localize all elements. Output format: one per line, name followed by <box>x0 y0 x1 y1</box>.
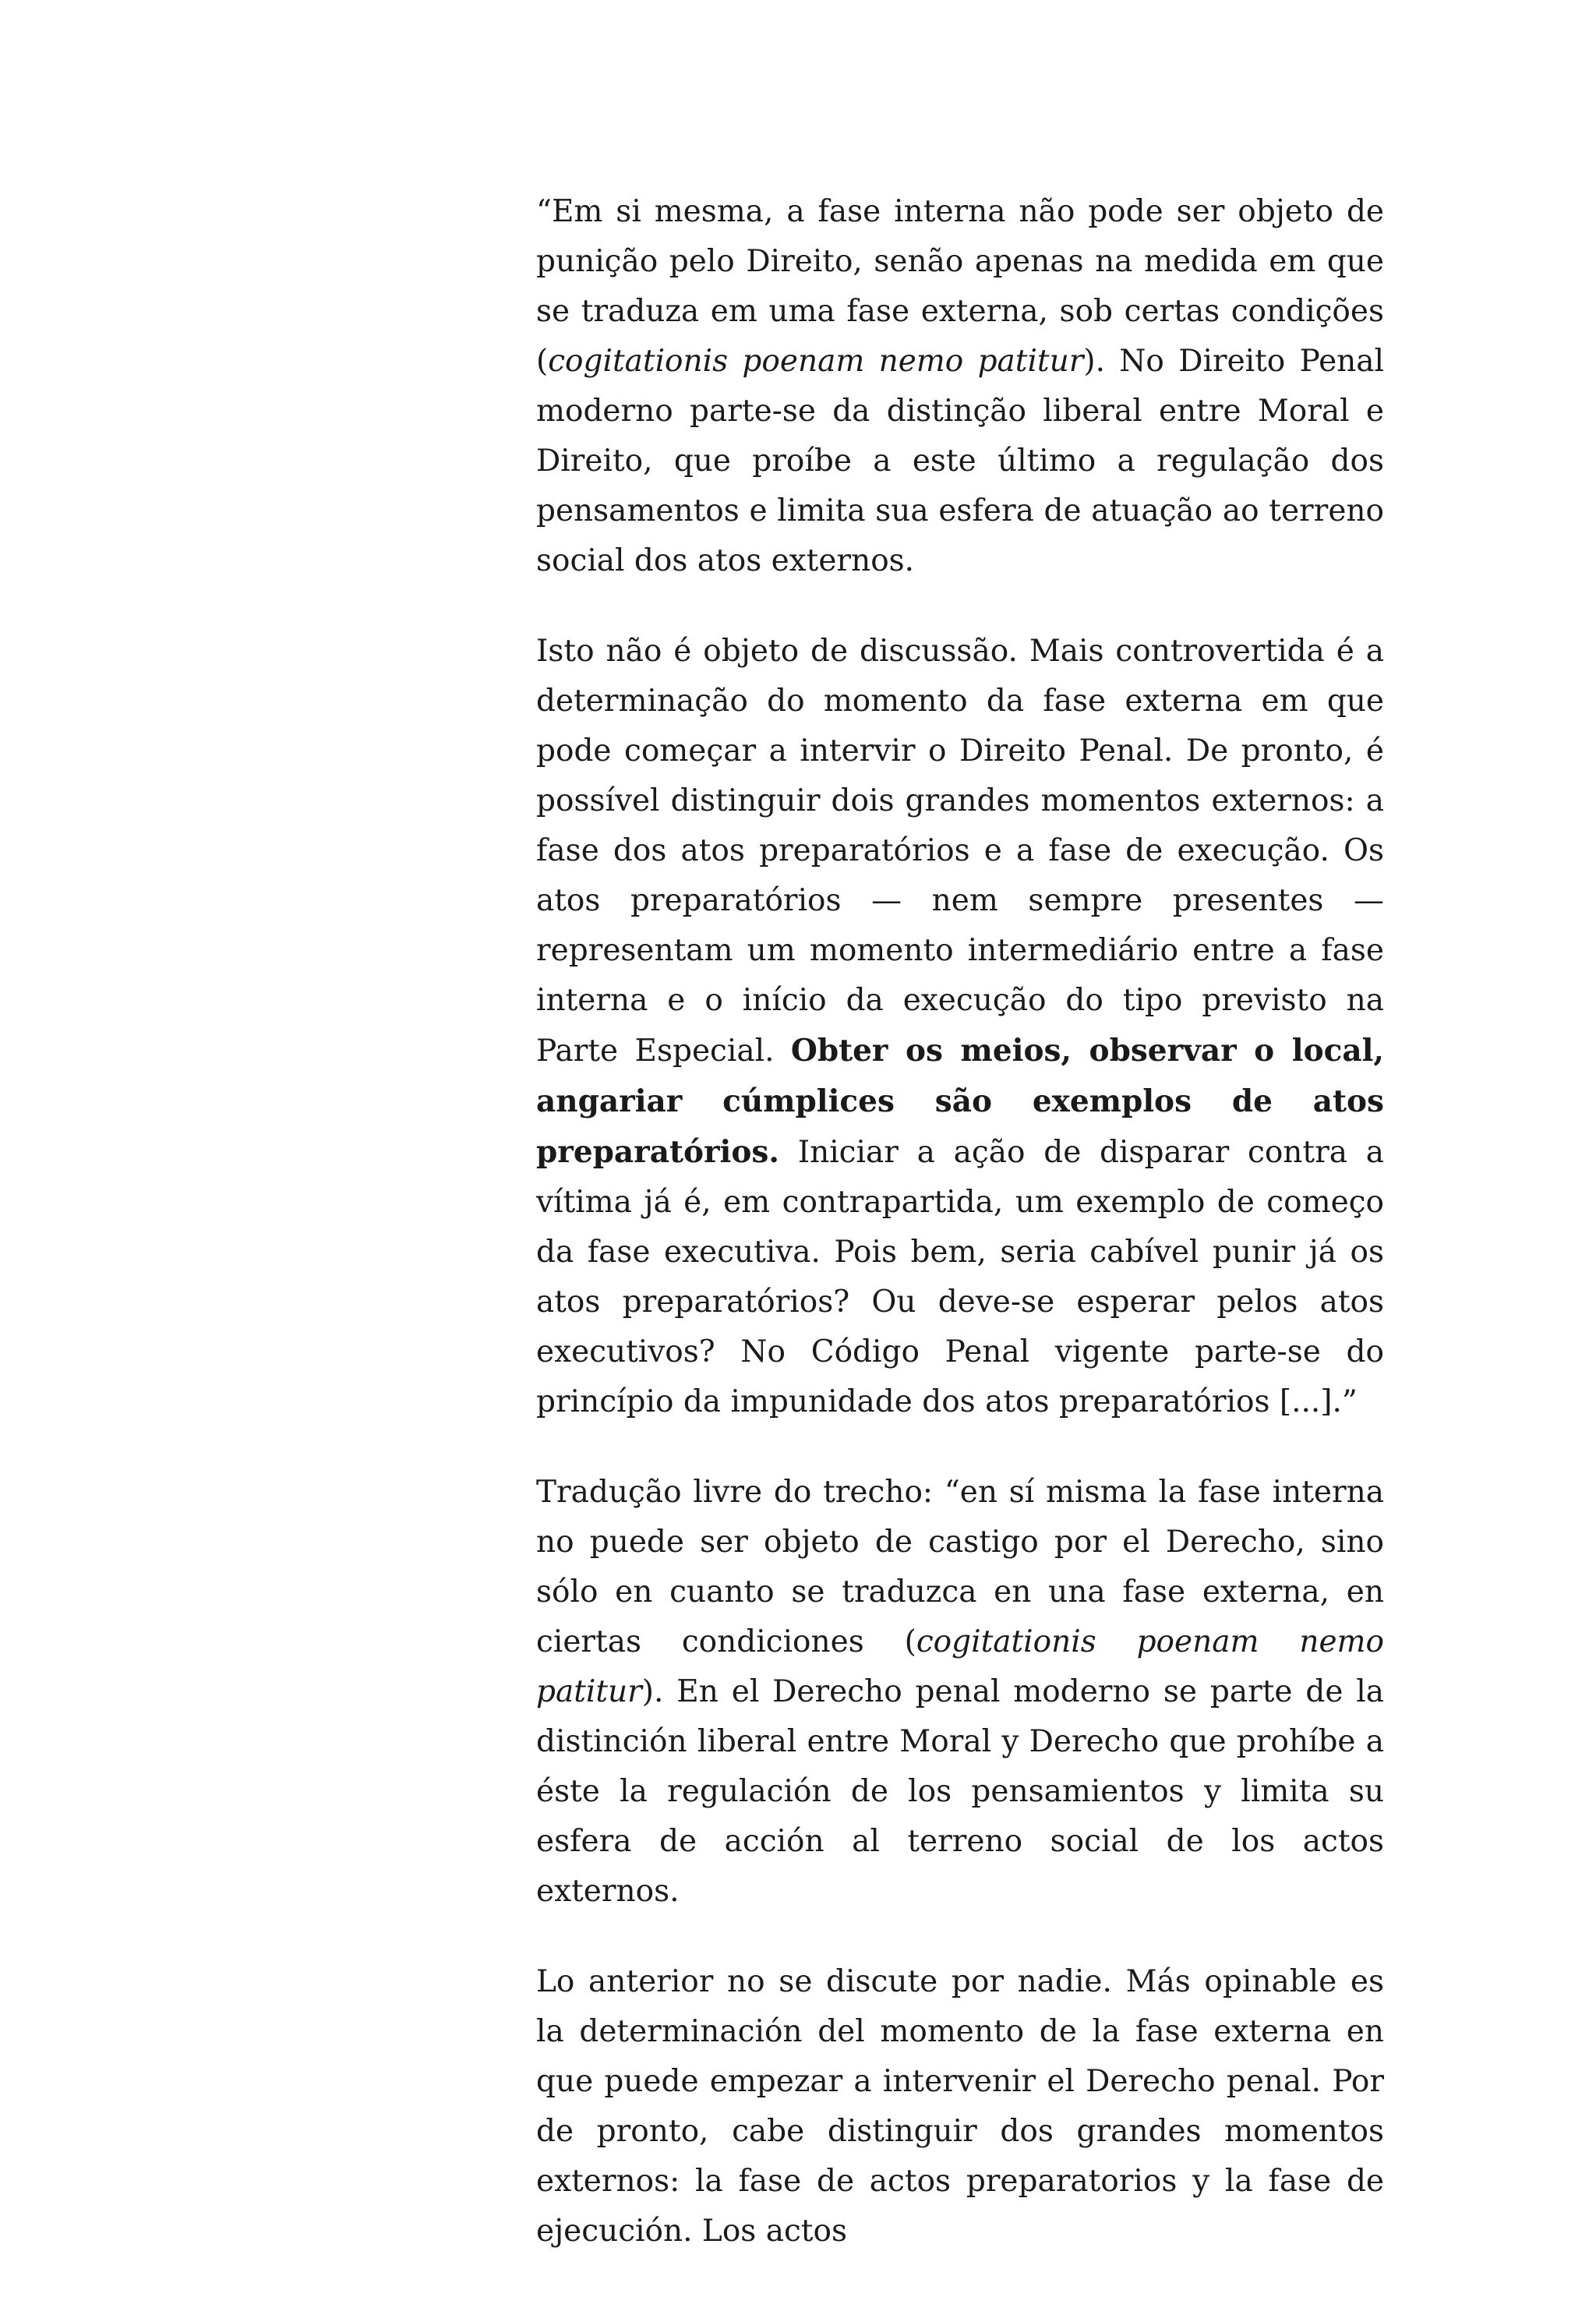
latin-phrase: cogitationis poenam nemo patitur <box>536 1624 1384 1709</box>
paragraph-4-text: Lo anterior no se discute por nadie. Más opinable es la determinación del momento de la fase externa en que puede empezar a intervenir el Derecho penal. Por de pronto, cabe distinguir dos grandes momentos externos: la fase de actos preparatorios y la fase de ejecución. Los actos <box>536 1964 1384 2249</box>
paragraph-1-text-end: ). No Direito Penal moderno parte-se da distinção liberal entre Moral e Direito, que proíbe a este último a regulação dos pensamentos e limita sua esfera de atuação ao terreno social dos atos externos. <box>536 344 1384 578</box>
paragraph-1-text: “Em si mesma, a fase interna não pode ser objeto de punição pelo Direito, senão apenas na medida em que se traduza em uma fase externa, sob certas condições ( <box>536 194 1384 379</box>
paragraph-3-text-end: ). En el Derecho penal moderno se parte de la distinción liberal entre Moral y Derecho que prohíbe a éste la regulación de los pensamientos y limita su esfera de acción al terreno social de los actos externos. <box>536 1674 1384 1909</box>
paragraph-2-text-end: Iniciar a ação de disparar contra a vítima já é, em contrapartida, um exemplo de começo da fase executiva. Pois bem, seria cabível punir já os atos preparatórios? Ou deve-se esperar pelos atos executivos? No Código Penal vigente parte-se do princípio da impunidade dos atos preparatórios [...].” <box>536 1135 1384 1419</box>
paragraph-1 <box>536 187 1384 586</box>
paragraph-3 <box>536 1468 1384 1917</box>
latin-phrase: cogitationis poenam nemo patitur <box>548 344 1084 379</box>
paragraph-2 <box>536 627 1384 1427</box>
paragraph-2-text: Isto não é objeto de discussão. Mais controvertida é a determinação do momento da fase externa em que pode começar a intervir o Direito Penal. De pronto, é possível distinguir dois grandes momentos externos: a fase dos atos preparatórios e a fase de execução. Os atos preparatórios — nem sempre presentes — representam um momento intermediário entre a fase interna e o início da execução do tipo previsto na Parte Especial. <box>536 634 1384 1069</box>
body-text <box>536 187 1384 2297</box>
paragraph-4 <box>536 1957 1384 2256</box>
paragraph-3-text: Tradução livre do trecho: “en sí misma la fase interna no puede ser objeto de castigo por el Derecho, sino sólo en cuanto se traduzca en una fase externa, en ciertas condiciones ( <box>536 1475 1384 1659</box>
bold-examples: Obter os meios, observar o local, angariar cúmplices são exemplos de atos preparatórios. <box>536 1033 1384 1170</box>
